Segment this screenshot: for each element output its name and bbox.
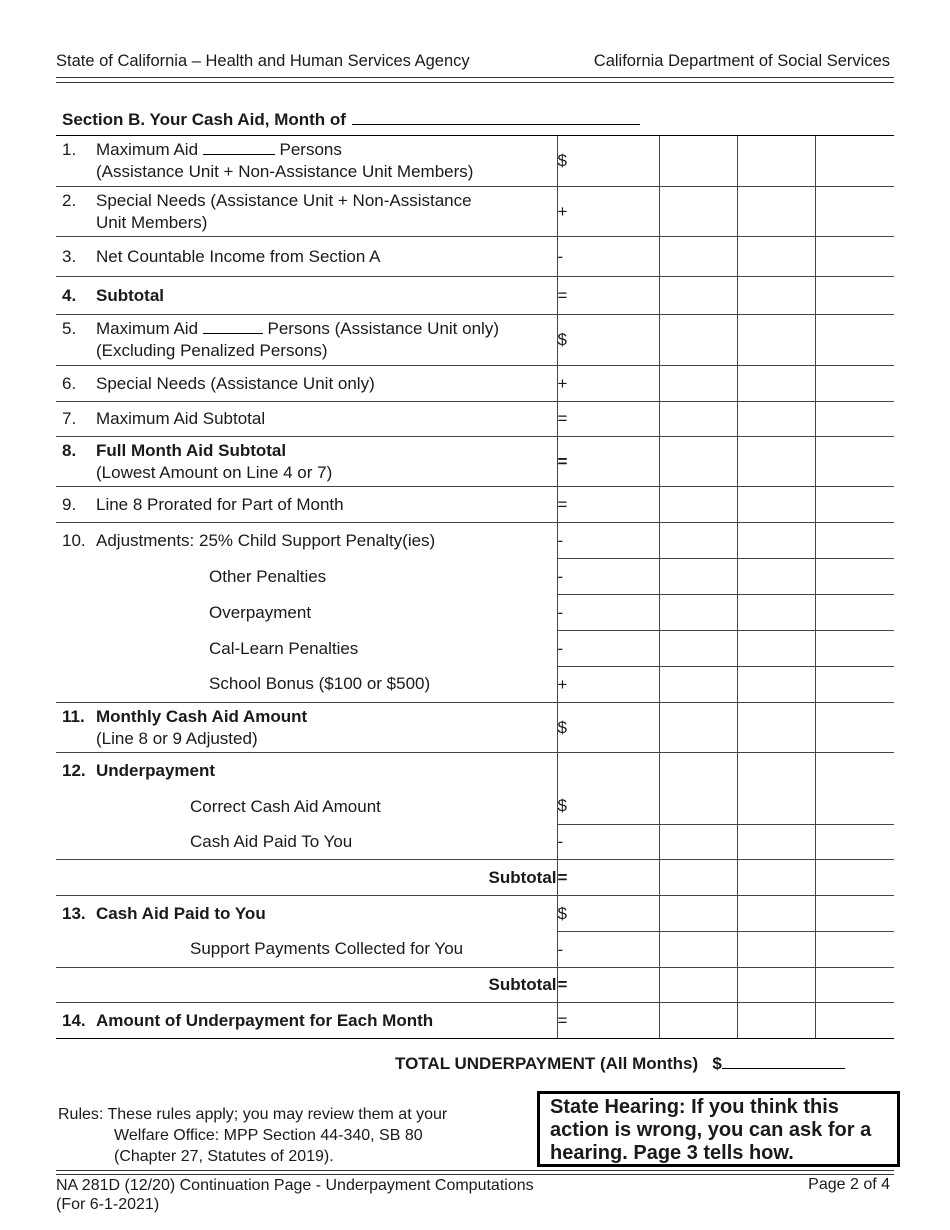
line-12-sub-row xyxy=(56,825,894,860)
amount-cell[interactable] xyxy=(815,753,894,789)
amount-cell[interactable] xyxy=(737,237,815,277)
amount-cell[interactable] xyxy=(815,487,894,523)
amount-cell[interactable] xyxy=(737,932,815,968)
total-underpayment xyxy=(395,1051,845,1074)
amount-cell[interactable] xyxy=(737,366,815,402)
header-rule xyxy=(56,77,894,83)
support-label: Support Payments Collected for You xyxy=(190,939,464,959)
support-symbol: - xyxy=(557,932,659,968)
amount-cell[interactable] xyxy=(737,437,815,487)
line-12-sub-row xyxy=(56,789,894,825)
amount-cell[interactable] xyxy=(659,315,737,366)
amount-cell[interactable] xyxy=(659,789,737,825)
month-blank[interactable] xyxy=(352,108,640,125)
amount-cell[interactable] xyxy=(737,968,815,1003)
section-title: Section B. Your Cash Aid, Month of xyxy=(62,108,640,130)
line-14-symbol: = xyxy=(557,1003,659,1039)
line-label: Adjustments: 25% Child Support Penalty(ies) xyxy=(96,530,436,550)
amount-cell[interactable] xyxy=(659,437,737,487)
underpayment-label: Cash Aid Paid To You xyxy=(190,831,353,851)
line-sublabel: (Excluding Penalized Persons) xyxy=(96,341,328,360)
line-3-row xyxy=(56,237,894,277)
line-label: Underpayment xyxy=(96,760,216,780)
line-10-symbol: - xyxy=(557,523,659,559)
adjustment-label: Overpayment xyxy=(209,602,312,622)
amount-cell[interactable] xyxy=(815,789,894,825)
line-1-symbol: $ xyxy=(557,136,659,187)
line-label: Cash Aid Paid to You xyxy=(96,903,266,923)
page-number: Page 2 of 4 xyxy=(808,1176,890,1193)
underpayment-symbol: - xyxy=(557,825,659,860)
amount-cell[interactable] xyxy=(659,237,737,277)
persons-blank[interactable] xyxy=(203,140,275,155)
amount-cell[interactable] xyxy=(815,136,894,187)
line-2-row xyxy=(56,187,894,237)
amount-cell[interactable] xyxy=(659,523,737,559)
amount-cell[interactable] xyxy=(815,402,894,437)
line-label: Maximum Aid xyxy=(96,319,199,338)
line-5-row xyxy=(56,315,894,366)
rules-line: (Chapter 27, Statutes of 2019). xyxy=(114,1148,334,1165)
line-5-symbol: $ xyxy=(557,315,659,366)
line-sublabel: (Line 8 or 9 Adjusted) xyxy=(96,728,258,748)
line-number: 4. xyxy=(62,285,77,305)
line-13-symbol: $ xyxy=(557,896,659,932)
line-10-sub-row xyxy=(56,595,894,631)
amount-cell[interactable] xyxy=(815,523,894,559)
line-12-symbol xyxy=(557,753,659,789)
agency-header: State of California – Health and Human Services Agency xyxy=(56,52,470,70)
adjustment-label: Other Penalties xyxy=(209,566,327,586)
line-label: Maximum Aid Subtotal xyxy=(96,409,266,428)
amount-cell[interactable] xyxy=(659,366,737,402)
amount-cell[interactable] xyxy=(737,789,815,825)
rules-line: Welfare Office: MPP Section 44-340, SB 80 xyxy=(114,1127,423,1144)
line-10-sub-row xyxy=(56,667,894,703)
amount-cell[interactable] xyxy=(815,825,894,860)
amount-cell[interactable] xyxy=(815,1003,894,1039)
line-label: Full Month Aid Subtotal xyxy=(96,440,287,460)
line-9-symbol: = xyxy=(557,487,659,523)
line-number: 13. xyxy=(62,903,86,923)
amount-cell[interactable] xyxy=(737,1003,815,1039)
adjustment-symbol: - xyxy=(557,631,659,667)
amount-cell[interactable] xyxy=(737,402,815,437)
amount-cell[interactable] xyxy=(737,315,815,366)
amount-cell[interactable] xyxy=(815,277,894,315)
adjustment-symbol: - xyxy=(557,595,659,631)
amount-cell[interactable] xyxy=(737,559,815,595)
amount-cell[interactable] xyxy=(659,896,737,932)
line-13-subtotal-row xyxy=(56,968,894,1003)
line-sublabel: (Lowest Amount on Line 4 or 7) xyxy=(96,462,333,482)
line-6-row xyxy=(56,366,894,402)
amount-cell[interactable] xyxy=(737,896,815,932)
amount-cell[interactable] xyxy=(815,968,894,1003)
line-number: 8. xyxy=(62,440,77,460)
line-11-symbol: $ xyxy=(557,703,659,753)
line-number: 1. xyxy=(62,140,77,159)
subtotal-symbol: = xyxy=(557,968,659,1003)
form-id xyxy=(56,1176,534,1214)
amount-cell[interactable] xyxy=(815,631,894,667)
amount-cell[interactable] xyxy=(815,932,894,968)
subtotal-symbol: = xyxy=(557,860,659,896)
amount-cell[interactable] xyxy=(659,667,737,703)
amount-cell[interactable] xyxy=(659,277,737,315)
amount-cell[interactable] xyxy=(815,366,894,402)
effective-date: (For 6-1-2021) xyxy=(56,1196,160,1213)
line-13-sub-row xyxy=(56,932,894,968)
amount-cell[interactable] xyxy=(659,187,737,237)
line-number: 6. xyxy=(62,373,77,393)
rules-text xyxy=(58,1104,447,1167)
department-header: California Department of Social Services xyxy=(593,52,890,70)
amount-cell[interactable] xyxy=(737,631,815,667)
amount-cell[interactable] xyxy=(815,703,894,753)
total-currency: $ xyxy=(712,1054,722,1073)
line-label: Special Needs (Assistance Unit + Non-Assistance xyxy=(96,190,472,210)
line-9-row xyxy=(56,487,894,523)
state-hearing-box: State Hearing: If you think this action is wrong, you can ask for a hearing. Page 3 tells how. xyxy=(537,1091,900,1167)
amount-cell[interactable] xyxy=(659,595,737,631)
amount-cell[interactable] xyxy=(737,187,815,237)
adjustment-label: School Bonus ($100 or $500) xyxy=(209,674,431,694)
subtotal-label: Subtotal xyxy=(56,968,557,1003)
line-4-row xyxy=(56,277,894,315)
adjustment-symbol: - xyxy=(557,559,659,595)
line-7-symbol: = xyxy=(557,402,659,437)
line-8-symbol: = xyxy=(557,437,659,487)
line-sublabel: Unit Members) xyxy=(96,212,208,232)
line-2-symbol: + xyxy=(557,187,659,237)
line-14-row xyxy=(56,1003,894,1039)
amount-cell[interactable] xyxy=(659,136,737,187)
line-12-row xyxy=(56,753,894,789)
adjustment-label: Cal-Learn Penalties xyxy=(209,638,359,658)
line-label: Line 8 Prorated for Part of Month xyxy=(96,494,344,514)
amount-cell[interactable] xyxy=(737,825,815,860)
amount-cell[interactable] xyxy=(815,187,894,237)
amount-cell[interactable] xyxy=(815,559,894,595)
line-number: 14. xyxy=(62,1010,86,1030)
amount-cell[interactable] xyxy=(737,703,815,753)
amount-cell[interactable] xyxy=(737,595,815,631)
rules-line: Rules: These rules apply; you may review them at your xyxy=(58,1106,448,1123)
subtotal-label: Subtotal xyxy=(56,860,557,896)
amount-cell[interactable] xyxy=(737,753,815,789)
adjustment-symbol: + xyxy=(557,667,659,703)
line-sublabel: (Assistance Unit + Non-Assistance Unit Members) xyxy=(96,162,474,181)
amount-cell[interactable] xyxy=(815,860,894,896)
line-7-row xyxy=(56,402,894,437)
line-label: Amount of Underpayment for Each Month xyxy=(96,1010,434,1030)
computation-table xyxy=(56,135,894,1039)
amount-cell[interactable] xyxy=(659,703,737,753)
amount-cell[interactable] xyxy=(815,437,894,487)
amount-cell[interactable] xyxy=(737,277,815,315)
line-12-subtotal-row xyxy=(56,860,894,896)
amount-cell[interactable] xyxy=(659,1003,737,1039)
underpayment-symbol: $ xyxy=(557,789,659,825)
total-amount-field[interactable] xyxy=(722,1051,845,1069)
line-4-symbol: = xyxy=(557,277,659,315)
line-number: 9. xyxy=(62,494,77,514)
amount-cell[interactable] xyxy=(659,402,737,437)
amount-cell[interactable] xyxy=(737,487,815,523)
line-1-row xyxy=(56,136,894,187)
amount-cell[interactable] xyxy=(737,136,815,187)
line-number: 10. xyxy=(62,530,86,550)
amount-cell[interactable] xyxy=(659,968,737,1003)
line-label: Persons (Assistance Unit only) xyxy=(267,319,499,338)
line-10-sub-row xyxy=(56,631,894,667)
amount-cell[interactable] xyxy=(737,523,815,559)
amount-cell[interactable] xyxy=(659,932,737,968)
amount-cell[interactable] xyxy=(737,667,815,703)
amount-cell[interactable] xyxy=(815,896,894,932)
amount-cell[interactable] xyxy=(815,237,894,277)
amount-cell[interactable] xyxy=(815,595,894,631)
amount-cell[interactable] xyxy=(815,315,894,366)
amount-cell[interactable] xyxy=(815,667,894,703)
line-number: 3. xyxy=(62,246,77,266)
line-10-sub-row xyxy=(56,559,894,595)
line-label: Subtotal xyxy=(96,285,164,305)
line-number: 11. xyxy=(62,706,85,726)
footer-rule xyxy=(56,1170,894,1175)
amount-cell[interactable] xyxy=(659,753,737,789)
line-10-row xyxy=(56,523,894,559)
line-number: 7. xyxy=(62,409,77,428)
line-label: Maximum Aid xyxy=(96,140,199,159)
amount-cell[interactable] xyxy=(659,860,737,896)
line-label: Net Countable Income from Section A xyxy=(96,246,381,266)
line-11-row xyxy=(56,703,894,753)
form-name: NA 281D (12/20) Continuation Page - Underpayment Computations xyxy=(56,1177,534,1194)
line-number: 5. xyxy=(62,319,77,338)
line-13-row xyxy=(56,896,894,932)
line-8-row xyxy=(56,437,894,487)
amount-cell[interactable] xyxy=(659,487,737,523)
underpayment-label: Correct Cash Aid Amount xyxy=(190,796,381,816)
persons-blank[interactable] xyxy=(203,319,263,334)
amount-cell[interactable] xyxy=(737,860,815,896)
line-label: Persons xyxy=(279,140,342,159)
line-label: Special Needs (Assistance Unit only) xyxy=(96,373,375,393)
line-number: 12. xyxy=(62,760,86,780)
line-number: 2. xyxy=(62,190,77,210)
line-3-symbol: - xyxy=(557,237,659,277)
total-label: TOTAL UNDERPAYMENT (All Months) xyxy=(395,1054,699,1073)
amount-cell[interactable] xyxy=(659,559,737,595)
line-6-symbol: + xyxy=(557,366,659,402)
amount-cell[interactable] xyxy=(659,825,737,860)
line-label: Monthly Cash Aid Amount xyxy=(96,706,308,726)
amount-cell[interactable] xyxy=(659,631,737,667)
